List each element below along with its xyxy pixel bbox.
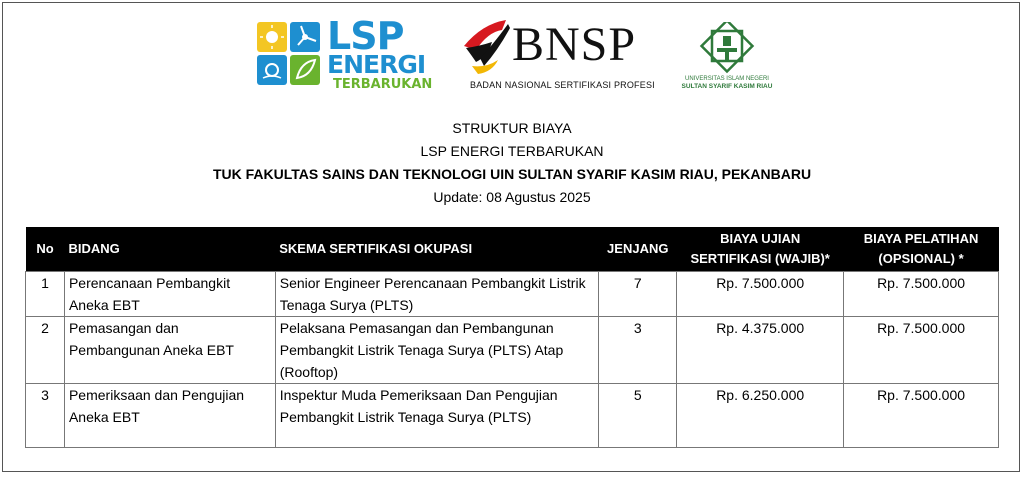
col-header-skema: SKEMA SERTIFIKASI OKUPASI [275,227,599,272]
logo-bar [0,16,1024,96]
cell-jenjang: 3 [599,317,677,384]
lsp-energi-logo [257,14,439,94]
uin-logo [672,22,782,96]
cell-no: 3 [26,384,65,448]
cell-skema: Senior Engineer Perencanaan Pembangkit Listrik Tenaga Surya (PLTS) [275,272,599,317]
document-heading [0,117,1024,209]
cell-bidang: Pemasangan dan Pembangunan Aneka EBT [64,317,275,384]
bnsp-emblem-icon [462,16,514,80]
heading-organization: LSP ENERGI TERBARUKAN [420,143,604,159]
cell-biaya-pelatihan: Rp. 7.500.000 [844,272,999,317]
table-row [26,317,999,384]
bnsp-wordmark: BNSP [512,18,637,71]
cell-biaya-ujian: Rp. 7.500.000 [677,272,844,317]
cell-jenjang: 5 [599,384,677,448]
cell-skema: Pelaksana Pemasangan dan Pembangunan Pembangkit Listrik Tenaga Surya (PLTS) Atap (Rooftop) [275,317,599,384]
fee-table [25,227,999,448]
lsp-symbols-icon [257,22,323,86]
heading-title: STRUKTUR BIAYA [452,120,572,136]
cell-skema: Inspektur Muda Pemeriksaan Dan Pengujian Pembangkit Listrik Tenaga Surya (PLTS) [275,384,599,448]
cell-no: 1 [26,272,65,317]
cell-no: 2 [26,317,65,384]
uin-name-line1: UNIVERSITAS ISLAM NEGERI [685,76,769,82]
lsp-subtitle: ENERGI [327,50,426,79]
lsp-tagline: TERBARUKAN [333,77,433,92]
uin-emblem-icon [672,22,782,76]
col-header-bidang: BIDANG [64,227,275,272]
bnsp-subtitle: BADAN NASIONAL SERTIFIKASI PROFESI [470,80,655,90]
lsp-title: LSP [327,14,404,58]
cell-biaya-pelatihan: Rp. 7.500.000 [844,384,999,448]
cell-jenjang: 7 [599,272,677,317]
cell-biaya-ujian: Rp. 6.250.000 [677,384,844,448]
bnsp-logo [462,16,662,96]
cell-biaya-ujian: Rp. 4.375.000 [677,317,844,384]
cell-biaya-pelatihan: Rp. 7.500.000 [844,317,999,384]
heading-update-date: Update: 08 Agustus 2025 [433,189,591,205]
table-row [26,384,999,448]
col-header-biaya-ujian: BIAYA UJIAN SERTIFIKASI (WAJIB)* [677,227,844,272]
table-header-row [26,227,999,272]
cell-bidang: Pemeriksaan dan Pengujian Aneka EBT [64,384,275,448]
lsp-tiles-icon [257,22,323,86]
col-header-biaya-pelatihan: BIAYA PELATIHAN (OPSIONAL) * [844,227,999,272]
table-row [26,272,999,317]
col-header-no: No [26,227,65,272]
cell-bidang: Perencanaan Pembangkit Aneka EBT [64,272,275,317]
col-header-jenjang: JENJANG [599,227,677,272]
uin-name-line2: SULTAN SYARIF KASIM RIAU [681,83,773,90]
heading-location: TUK FAKULTAS SAINS DAN TEKNOLOGI UIN SULTAN SYARIF KASIM RIAU, PEKANBARU [212,166,812,182]
